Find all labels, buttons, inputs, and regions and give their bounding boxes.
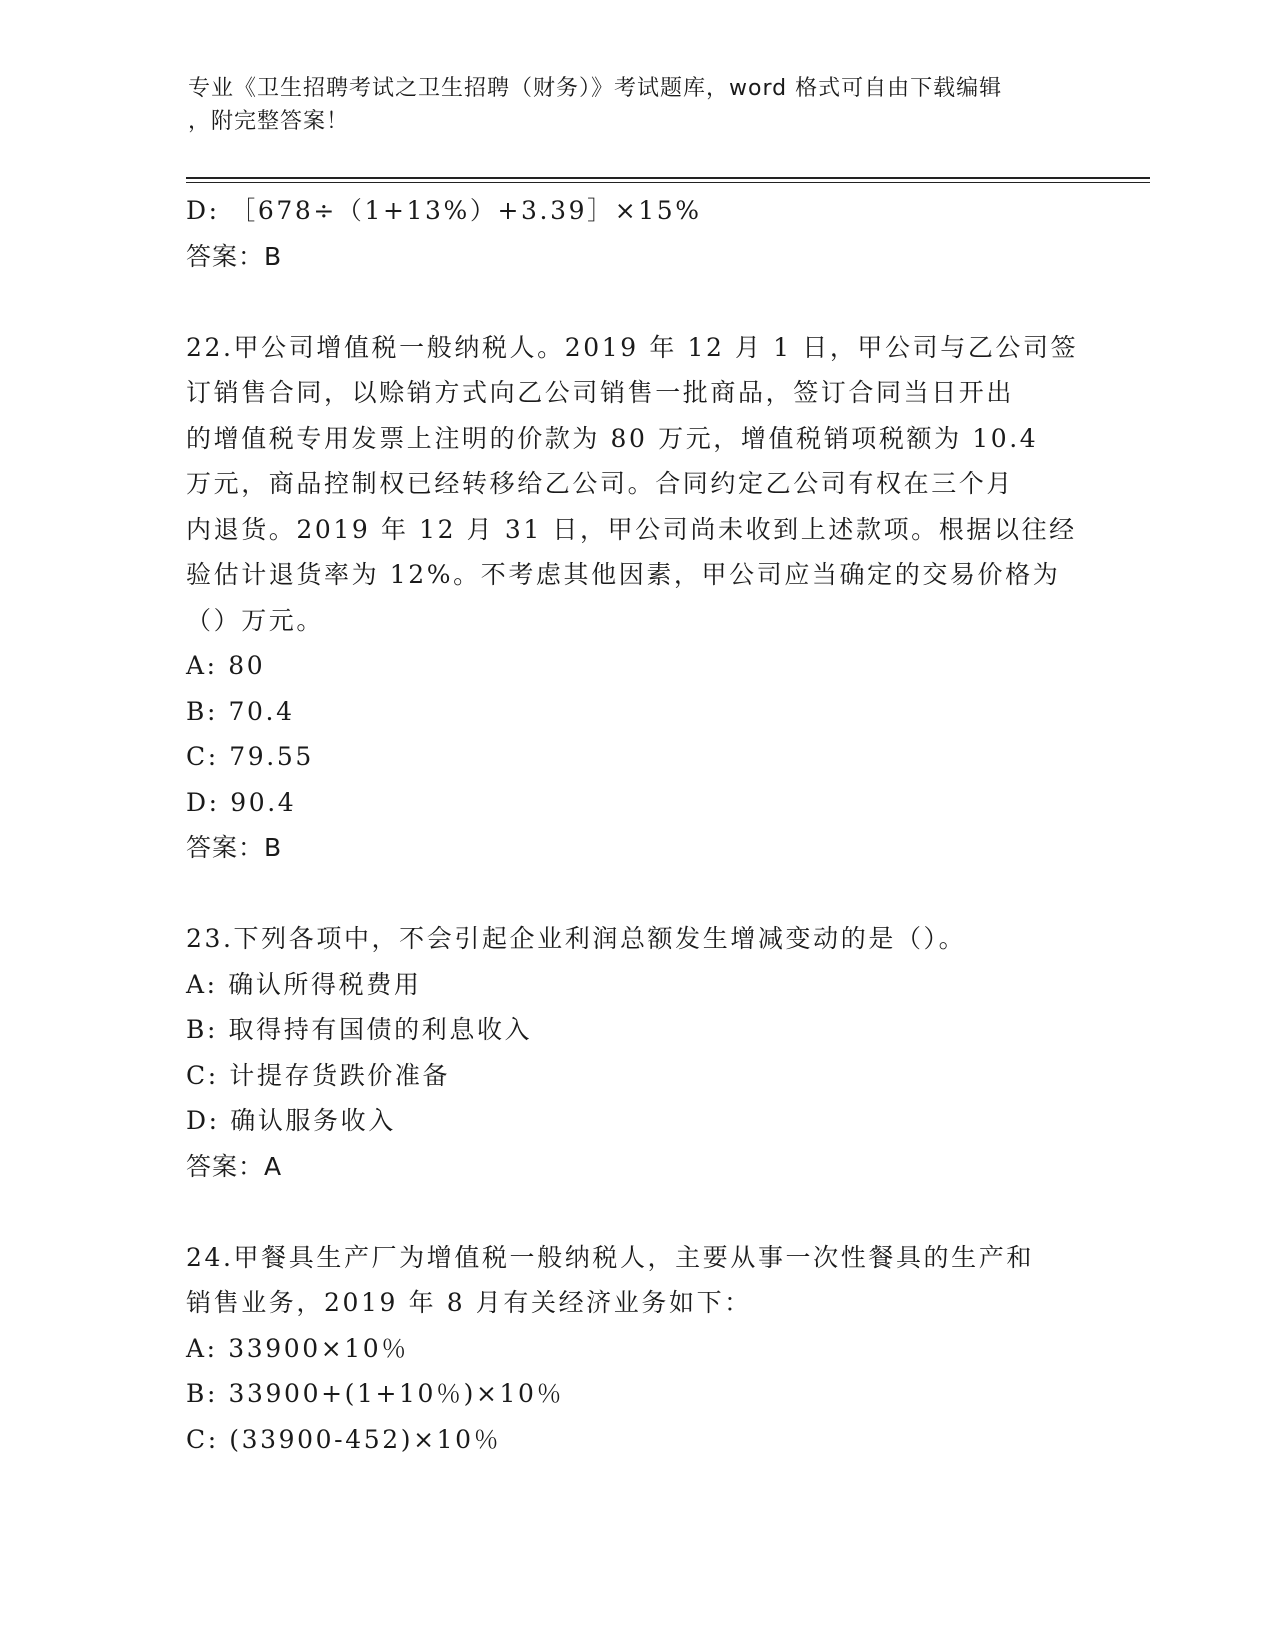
question-24	[186, 1235, 1086, 1463]
option-d: D: 确认服务收入	[186, 1106, 396, 1135]
question-stem-line: 22.甲公司增值税一般纳税人。2019 年 12 月 1 日，甲公司与乙公司签	[186, 332, 1079, 362]
option-b: B: 70.4	[186, 696, 295, 726]
question-stem-line: （）万元。	[186, 605, 325, 635]
option-c: C: (33900-452)×10％	[186, 1424, 502, 1454]
header-line-1: 专业《卫生招聘考试之卫生招聘（财务）》考试题库，word 格式可自由下载编辑	[188, 76, 1003, 101]
question-stem-line: 内退货。2019 年 12 月 31 日，甲公司尚未收到上述款项。根据以往经	[186, 514, 1077, 544]
spacer	[186, 1189, 1086, 1235]
answer: 答案：B	[186, 833, 283, 862]
header-rule-thick	[186, 177, 1150, 179]
question-stem-line: 订销售合同，以赊销方式向乙公司销售一批商品，签订合同当日开出	[186, 378, 1015, 407]
question-stem-line: 验估计退货率为 12%。不考虑其他因素，甲公司应当确定的交易价格为	[186, 560, 1061, 589]
spacer	[186, 871, 1086, 917]
option-a: A: 80	[186, 651, 266, 680]
option-d: D: 90.4	[186, 787, 297, 817]
question-list	[186, 188, 1086, 1462]
spacer	[186, 279, 1086, 325]
option-c: C: 79.55	[186, 742, 314, 771]
option-b: B: 取得持有国债的利息收入	[186, 1015, 533, 1044]
option-b: B: 33900+(1+10％)×10％	[186, 1379, 565, 1408]
answer: 答案：B	[186, 241, 283, 271]
answer: 答案：A	[186, 1151, 283, 1181]
question-stem-line: 销售业务，2019 年 8 月有关经济业务如下：	[186, 1288, 752, 1317]
document-header	[188, 72, 1088, 138]
question-stem-line: 23.下列各项中，不会引起企业利润总额发生增减变动的是（）。	[186, 924, 967, 953]
option-a: A: 确认所得税费用	[186, 969, 422, 999]
question-stem-line: 24.甲餐具生产厂为增值税一般纳税人，主要从事一次性餐具的生产和	[186, 1242, 1034, 1272]
option-a: A: 33900×10％	[186, 1333, 409, 1363]
question-23	[186, 916, 1086, 1189]
question-22	[186, 325, 1086, 871]
header-line-2: ，附完整答案！	[188, 109, 350, 134]
option-c: C: 计提存货跌价准备	[186, 1060, 451, 1090]
question-stem-line: 的增值税专用发票上注明的价款为 80 万元，增值税销项税额为 10.4	[186, 423, 1039, 453]
option-d: D: ［678÷（1+13%）+3.39］×15%	[186, 196, 702, 225]
header-rule-thin	[186, 182, 1150, 183]
question-stem-line: 万元，商品控制权已经转移给乙公司。合同约定乙公司有权在三个月	[186, 469, 1015, 498]
